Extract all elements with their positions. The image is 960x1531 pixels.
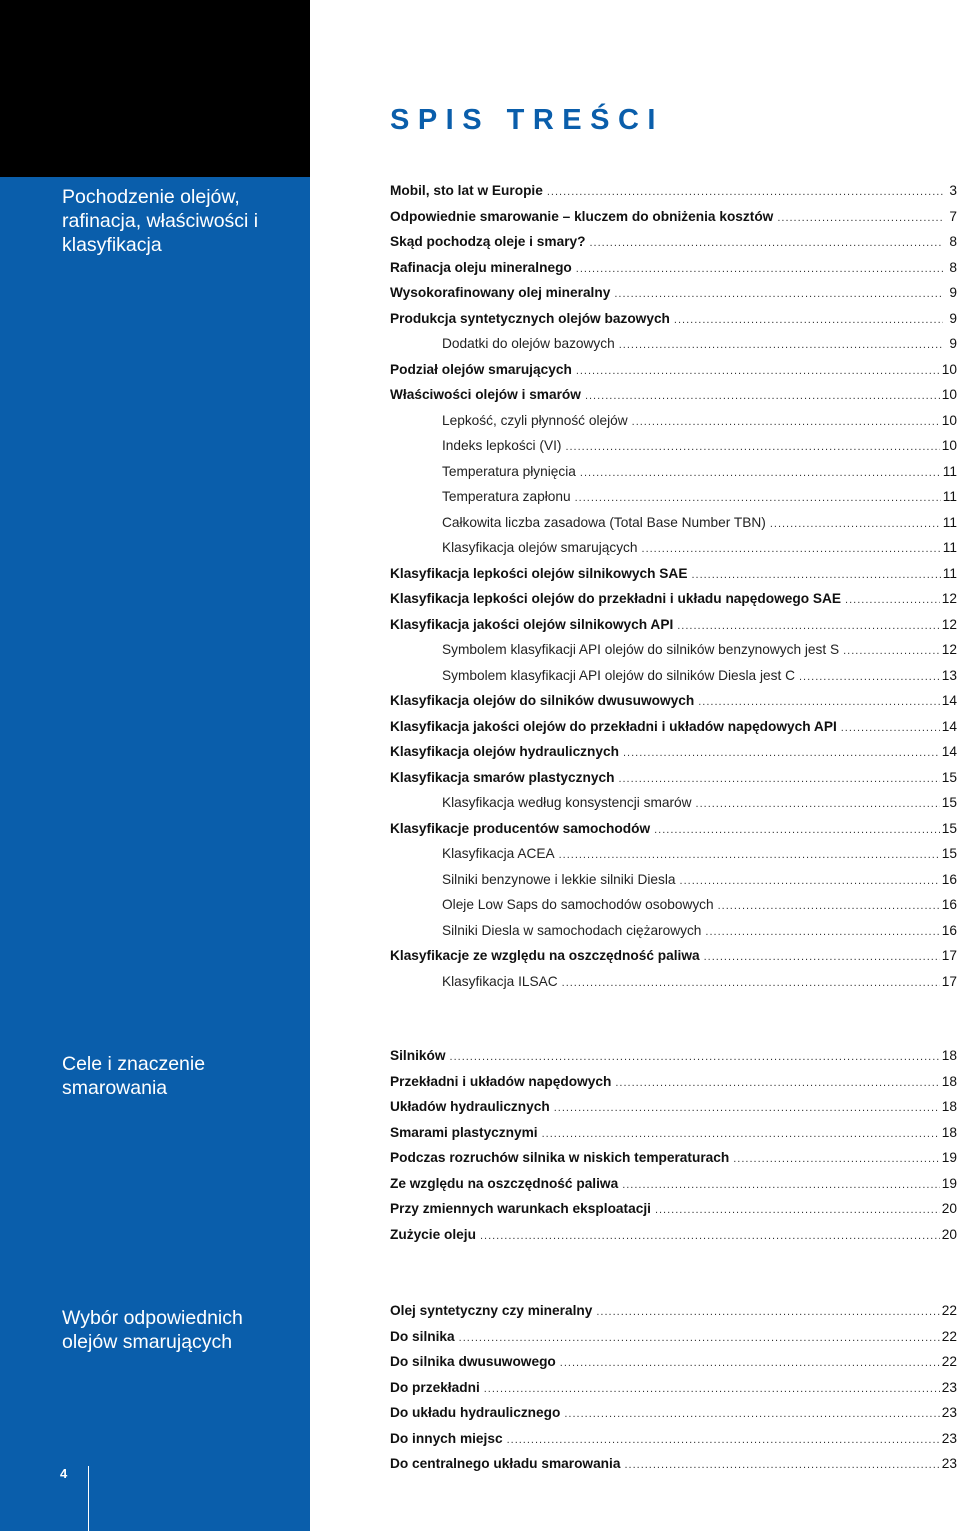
toc-entry-page: 19 — [941, 1175, 957, 1191]
toc-entry[interactable] — [390, 311, 957, 337]
toc-entry-label: Silniki Diesla w samochodach ciężarowych — [442, 922, 702, 938]
toc-entry-page: 16 — [941, 922, 957, 938]
toc-entry-label: Klasyfikacje producentów samochodów — [390, 820, 651, 836]
toc-entry[interactable] — [390, 642, 957, 668]
toc-dot-leader — [484, 1383, 940, 1395]
toc-dot-leader — [622, 1179, 940, 1191]
toc-entry-page: 9 — [949, 310, 957, 326]
toc-entry-page: 11 — [942, 463, 957, 479]
toc-entry-label: Symbolem klasyfikacji API olejów do silników Diesla jest C — [442, 667, 795, 683]
toc-entry-label: Do silnika dwusuwowego — [390, 1354, 556, 1369]
toc-entry-label: Zużycie oleju — [390, 1226, 476, 1242]
toc-entry[interactable] — [390, 974, 957, 1000]
toc-entry-label: Do przekładni — [390, 1379, 480, 1395]
toc-entry-label: Dodatki do olejów bazowych — [442, 336, 615, 351]
toc-entry-page: 23 — [941, 1430, 957, 1446]
toc-entry-page: 15 — [941, 846, 957, 861]
toc-entry[interactable] — [390, 1150, 957, 1176]
toc-entry[interactable] — [390, 1048, 957, 1074]
toc-entry-label: Klasyfikacja lepkości olejów silnikowych SAE — [390, 565, 688, 581]
toc-entry[interactable] — [390, 209, 957, 235]
toc-dot-leader — [542, 1128, 940, 1140]
toc-dot-leader — [674, 314, 943, 326]
page-title: SPIS TREŚCI — [390, 104, 664, 136]
toc-dot-leader — [799, 671, 940, 683]
toc-dot-leader — [705, 926, 939, 938]
toc-dot-leader — [841, 722, 940, 734]
toc-entry-page: 10 — [941, 387, 957, 402]
toc-entry-page: 11 — [942, 489, 957, 504]
toc-entry[interactable] — [390, 668, 957, 694]
toc-dot-leader — [585, 390, 940, 402]
toc-entry[interactable] — [390, 387, 957, 413]
toc-entry[interactable] — [390, 1303, 957, 1329]
toc-entry-page: 23 — [941, 1456, 957, 1471]
toc-entry[interactable] — [390, 1227, 957, 1253]
toc-entry[interactable] — [390, 438, 957, 464]
toc-entry[interactable] — [390, 591, 957, 617]
toc-dot-leader — [450, 1051, 940, 1063]
toc-entry[interactable] — [390, 770, 957, 796]
section-heading-3: Wybór odpowiednich olejów smarujących — [62, 1307, 243, 1353]
toc-entry[interactable] — [390, 1176, 957, 1202]
toc-entry-page: 23 — [941, 1379, 957, 1395]
toc-entry-label: Klasyfikacja jakości olejów do przekładni i układów napędowych API — [390, 718, 837, 734]
toc-entry-label: Olej syntetyczny czy mineralny — [390, 1303, 593, 1318]
page-number-rule — [88, 1466, 89, 1531]
toc-entry-label: Klasyfikacja olejów smarujących — [442, 540, 638, 555]
toc-entry-page: 18 — [941, 1048, 957, 1063]
toc-entry[interactable] — [390, 948, 957, 974]
toc-list-1 — [390, 183, 957, 999]
toc-dot-leader — [590, 237, 944, 249]
toc-entry-label: Klasyfikacje ze względu na oszczędność paliwa — [390, 948, 700, 963]
toc-entry-page: 22 — [941, 1303, 957, 1318]
toc-entry-label: Klasyfikacja olejów do silników dwusuwowych — [390, 693, 695, 708]
toc-entry-label: Smarami plastycznymi — [390, 1124, 538, 1140]
toc-dot-leader — [580, 467, 941, 479]
toc-entry[interactable] — [390, 693, 957, 719]
toc-entry[interactable] — [390, 260, 957, 286]
toc-dot-leader — [632, 416, 940, 428]
toc-dot-leader — [615, 1077, 939, 1089]
toc-entry-page: 14 — [941, 744, 957, 759]
toc-dot-leader — [696, 798, 940, 810]
toc-entry[interactable] — [390, 1329, 957, 1355]
toc-entry-label: Oleje Low Saps do samochodów osobowych — [442, 897, 714, 912]
toc-entry-label: Do układu hydraulicznego — [390, 1405, 561, 1420]
section-heading-2: Cele i znaczenie smarowania — [62, 1053, 206, 1099]
toc-entry-page: 7 — [949, 208, 957, 224]
toc-dot-leader — [677, 620, 940, 632]
toc-entry-label: Lepkość, czyli płynność olejów — [442, 412, 628, 428]
toc-dot-leader — [691, 569, 940, 581]
toc-entry-label: Silniki benzynowe i lekkie silniki Diesla — [442, 871, 676, 887]
toc-entry-label: Klasyfikacja olejów hydraulicznych — [390, 744, 619, 759]
toc-entry-page: 8 — [949, 234, 957, 249]
toc-entry-label: Klasyfikacja lepkości olejów do przekładni i układu napędowego SAE — [390, 591, 842, 606]
toc-entry-page: 15 — [941, 795, 957, 810]
toc-entry-label: Podział olejów smarujących — [390, 361, 572, 377]
toc-dot-leader — [770, 518, 941, 530]
toc-dot-leader — [596, 1306, 939, 1318]
toc-list-2 — [390, 1048, 957, 1252]
toc-dot-leader — [564, 1408, 939, 1420]
toc-entry[interactable] — [390, 183, 957, 209]
toc-entry-page: 11 — [942, 514, 957, 530]
toc-entry-label: Indeks lepkości (VI) — [442, 438, 562, 453]
toc-entry-label: Do silnika — [390, 1328, 455, 1344]
toc-entry[interactable] — [390, 872, 957, 898]
toc-entry-page: 10 — [941, 438, 957, 453]
toc-entry[interactable] — [390, 897, 957, 923]
toc-entry-label: Mobil, sto lat w Europie — [390, 183, 543, 198]
black-header-block — [0, 0, 310, 177]
toc-entry[interactable] — [390, 1405, 957, 1431]
toc-entry-label: Temperatura płynięcia — [442, 463, 576, 479]
toc-dot-leader — [777, 212, 943, 224]
toc-entry[interactable] — [390, 617, 957, 643]
toc-dot-leader — [845, 594, 940, 606]
toc-dot-leader — [562, 977, 940, 989]
toc-entry[interactable] — [390, 336, 957, 362]
toc-dot-leader — [565, 441, 939, 453]
toc-dot-leader — [624, 1459, 939, 1471]
toc-entry[interactable] — [390, 234, 957, 260]
toc-entry-page: 10 — [941, 412, 957, 428]
toc-entry-page: 18 — [941, 1073, 957, 1089]
toc-entry-label: Do innych miejsc — [390, 1430, 503, 1446]
toc-entry-page: 15 — [941, 820, 957, 836]
toc-entry-label: Odpowiednie smarowanie – kluczem do obniżenia kosztów — [390, 208, 774, 224]
toc-entry-page: 8 — [949, 259, 957, 275]
toc-entry-page: 20 — [941, 1226, 957, 1242]
toc-entry[interactable] — [390, 923, 957, 949]
toc-entry[interactable] — [390, 846, 957, 872]
toc-dot-leader — [560, 1357, 940, 1369]
toc-dot-leader — [642, 543, 941, 555]
toc-entry[interactable] — [390, 285, 957, 311]
toc-entry-page: 16 — [941, 897, 957, 912]
toc-entry-page: 10 — [941, 361, 957, 377]
toc-dot-leader — [698, 696, 940, 708]
toc-entry[interactable] — [390, 1380, 957, 1406]
toc-dot-leader — [507, 1434, 940, 1446]
toc-dot-leader — [733, 1153, 940, 1165]
toc-entry-page: 18 — [941, 1124, 957, 1140]
toc-entry[interactable] — [390, 362, 957, 388]
toc-entry-label: Przekładni i układów napędowych — [390, 1073, 612, 1089]
toc-entry-page: 9 — [949, 285, 957, 300]
toc-dot-leader — [575, 492, 941, 504]
toc-dot-leader — [619, 339, 943, 351]
toc-entry[interactable] — [390, 489, 957, 515]
toc-entry-page: 18 — [941, 1099, 957, 1114]
toc-entry-page: 13 — [941, 667, 957, 683]
toc-entry-label: Wysokorafinowany olej mineralny — [390, 285, 611, 300]
toc-entry-page: 11 — [942, 565, 957, 581]
toc-entry-page: 3 — [949, 183, 957, 198]
page-number: 4 — [60, 1466, 68, 1481]
toc-dot-leader — [655, 1204, 940, 1216]
toc-entry[interactable] — [390, 566, 957, 592]
toc-entry-page: 14 — [941, 718, 957, 734]
toc-entry-label: Symbolem klasyfikacji API olejów do silników benzynowych jest S — [442, 642, 840, 657]
toc-entry[interactable] — [390, 413, 957, 439]
toc-dot-leader — [576, 263, 943, 275]
toc-entry[interactable] — [390, 1456, 957, 1482]
toc-entry-label: Temperatura zapłonu — [442, 489, 571, 504]
toc-entry[interactable] — [390, 795, 957, 821]
toc-dot-leader — [680, 875, 940, 887]
toc-dot-leader — [576, 365, 940, 377]
toc-dot-leader — [480, 1230, 940, 1242]
toc-dot-leader — [623, 747, 940, 759]
toc-entry[interactable] — [390, 1354, 957, 1380]
toc-dot-leader — [614, 288, 943, 300]
toc-entry[interactable] — [390, 540, 957, 566]
toc-dot-leader — [618, 773, 939, 785]
toc-dot-leader — [654, 824, 940, 836]
toc-list-3 — [390, 1303, 957, 1482]
toc-entry[interactable] — [390, 719, 957, 745]
toc-entry-page: 9 — [949, 336, 957, 351]
toc-entry-page: 17 — [941, 948, 957, 963]
toc-entry-page: 12 — [941, 642, 957, 657]
toc-entry[interactable] — [390, 1431, 957, 1457]
toc-dot-leader — [554, 1102, 940, 1114]
toc-dot-leader — [718, 900, 940, 912]
toc-entry-label: Silników — [390, 1048, 446, 1063]
toc-entry[interactable] — [390, 1099, 957, 1125]
toc-entry-label: Produkcja syntetycznych olejów bazowych — [390, 310, 670, 326]
toc-entry-label: Podczas rozruchów silnika w niskich temperaturach — [390, 1150, 730, 1165]
toc-entry-label: Układów hydraulicznych — [390, 1099, 550, 1114]
toc-entry-label: Rafinacja oleju mineralnego — [390, 259, 572, 275]
toc-entry-label: Klasyfikacja ILSAC — [442, 973, 558, 989]
toc-entry-page: 19 — [941, 1150, 957, 1165]
toc-entry-label: Klasyfikacja smarów plastycznych — [390, 769, 615, 785]
toc-dot-leader — [559, 849, 940, 861]
section-heading-1: Pochodzenie olejów, rafinacja, właściwości i klasyfikacja — [62, 186, 259, 256]
toc-entry-page: 16 — [941, 871, 957, 887]
toc-entry-label: Właściwości olejów i smarów — [390, 387, 581, 402]
toc-entry-page: 22 — [941, 1354, 957, 1369]
toc-dot-leader — [547, 186, 943, 198]
toc-entry-page: 23 — [941, 1405, 957, 1420]
toc-entry-page: 12 — [941, 616, 957, 632]
toc-entry-label: Skąd pochodzą oleje i smary? — [390, 234, 586, 249]
toc-entry[interactable] — [390, 821, 957, 847]
toc-dot-leader — [704, 951, 940, 963]
toc-entry-label: Do centralnego układu smarowania — [390, 1456, 621, 1471]
toc-dot-leader — [843, 645, 940, 657]
toc-entry-label: Całkowita liczba zasadowa (Total Base Number TBN) — [442, 514, 766, 530]
toc-entry-page: 22 — [941, 1328, 957, 1344]
toc-dot-leader — [459, 1332, 940, 1344]
toc-entry-label: Klasyfikacja jakości olejów silnikowych API — [390, 616, 674, 632]
toc-entry[interactable] — [390, 464, 957, 490]
toc-entry[interactable] — [390, 744, 957, 770]
toc-entry-page: 12 — [941, 591, 957, 606]
toc-entry-label: Ze względu na oszczędność paliwa — [390, 1175, 619, 1191]
toc-entry-page: 11 — [942, 540, 957, 555]
toc-entry-page: 20 — [941, 1201, 957, 1216]
toc-entry-page: 14 — [941, 693, 957, 708]
toc-entry[interactable] — [390, 1074, 957, 1100]
toc-entry-page: 15 — [941, 769, 957, 785]
toc-entry-label: Przy zmiennych warunkach eksploatacji — [390, 1201, 651, 1216]
toc-entry-label: Klasyfikacja ACEA — [442, 846, 555, 861]
toc-entry[interactable] — [390, 1201, 957, 1227]
toc-entry-page: 17 — [941, 973, 957, 989]
toc-entry-label: Klasyfikacja według konsystencji smarów — [442, 795, 692, 810]
toc-entry[interactable] — [390, 1125, 957, 1151]
toc-entry[interactable] — [390, 515, 957, 541]
